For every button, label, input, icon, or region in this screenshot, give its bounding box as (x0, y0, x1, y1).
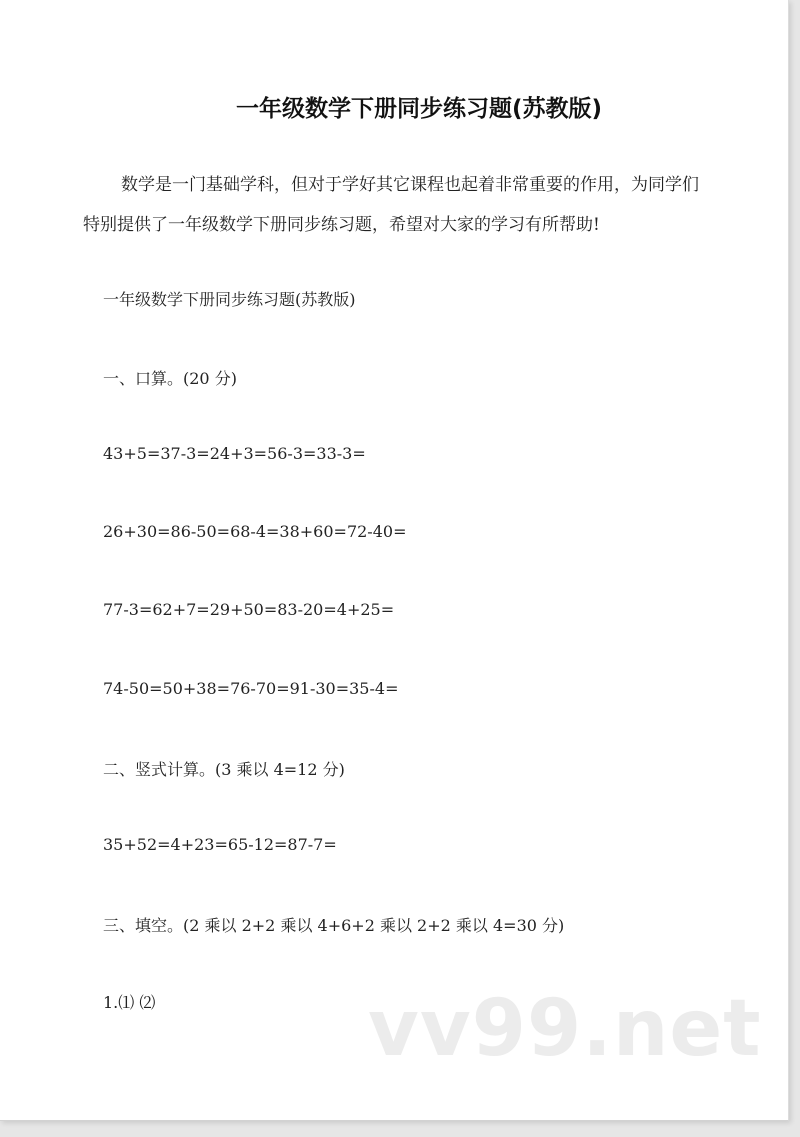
section1-row: 74-50=50+38=76-70=91-30=35-4= (103, 679, 399, 698)
watermark: vv99.net (368, 984, 762, 1074)
section1-row: 26+30=86-50=68-4=38+60=72-40= (103, 522, 407, 541)
section2-heading: 二、竖式计算。(3 乘以 4=12 分) (103, 760, 345, 779)
section1-row: 43+5=37-3=24+3=56-3=33-3= (103, 444, 366, 463)
section3-item: 1.⑴ ⑵ (103, 993, 156, 1012)
section2-row: 35+52=4+23=65-12=87-7= (103, 835, 337, 854)
section1-heading: 一、口算。(20 分) (103, 369, 237, 388)
intro-paragraph: 数学是一门基础学科，但对于学好其它课程也起着非常重要的作用，为同学们特别提供了一年级数学下册同步练习题，希望对大家的学习有所帮助! (83, 175, 699, 235)
section3-heading: 三、填空。(2 乘以 2+2 乘以 4+6+2 乘以 2+2 乘以 4=30 分) (103, 916, 565, 935)
subtitle: 一年级数学下册同步练习题(苏教版) (103, 290, 356, 309)
section1-row: 77-3=62+7=29+50=83-20=4+25= (103, 600, 395, 619)
page-title: 一年级数学下册同步练习题(苏教版) (235, 96, 603, 122)
